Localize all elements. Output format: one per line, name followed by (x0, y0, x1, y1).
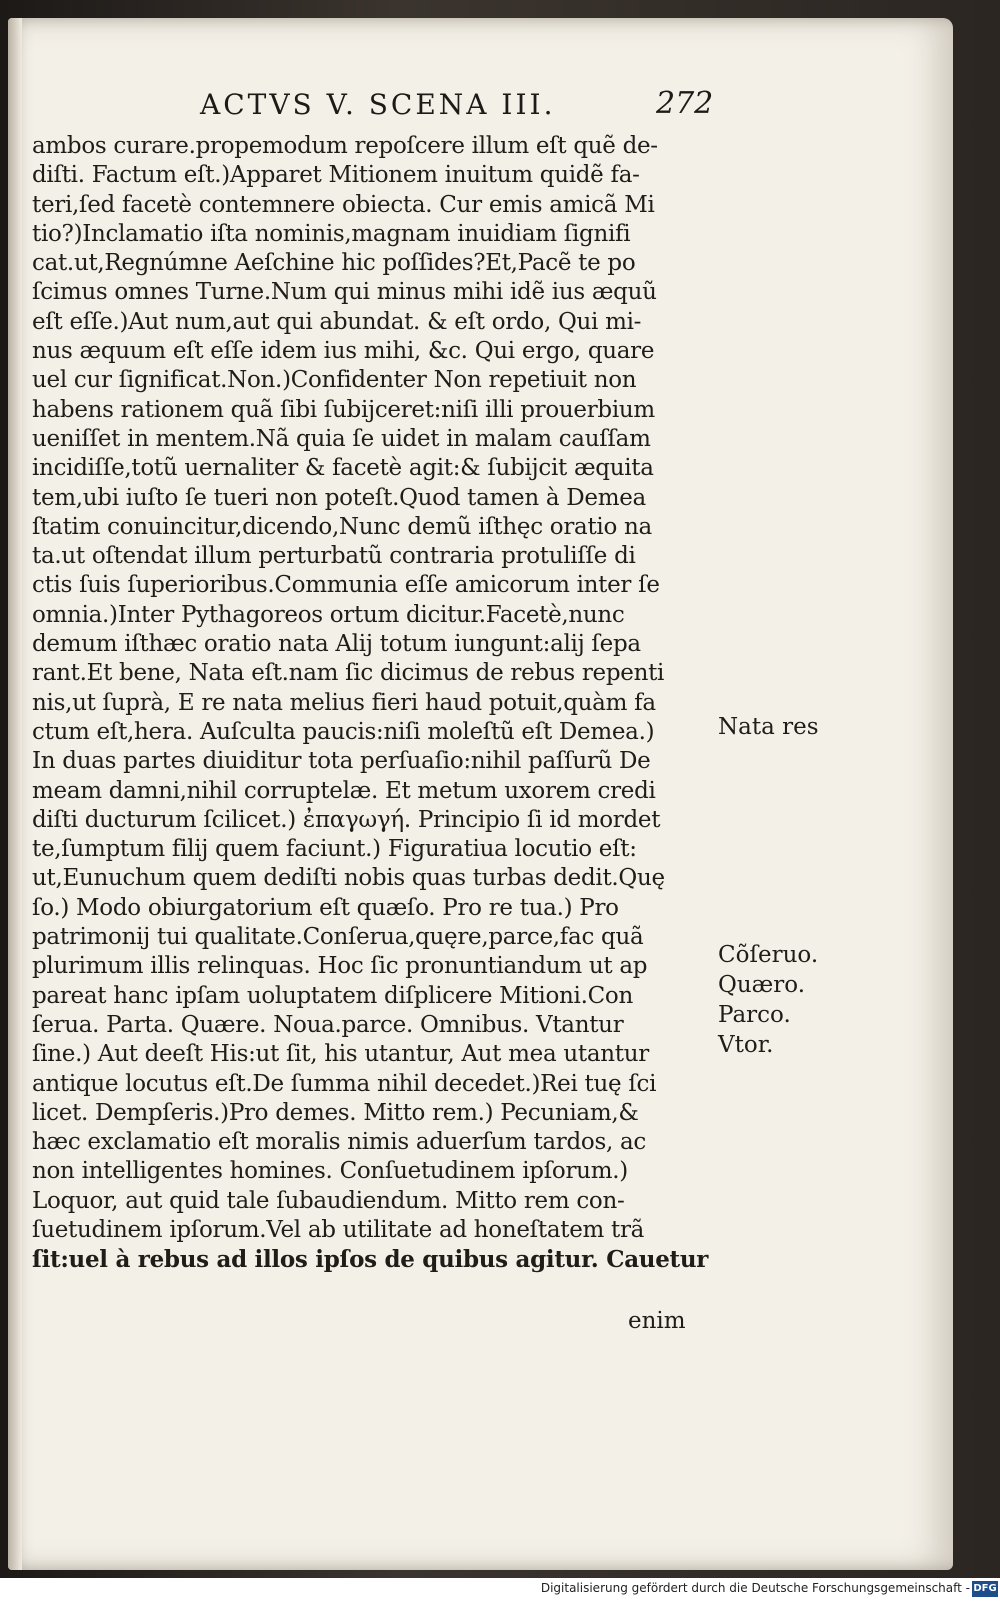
text-line: diſti. Factum eſt.)Apparet Mitionem inuitum quidẽ fa- (32, 162, 640, 189)
text-line: habens rationem quã ſibi ſubijceret:niſi illi prouerbium (32, 396, 655, 423)
text-line: ctum eſt,hera. Auſculta paucis:niſi moleſtũ eſt Demea.) (32, 718, 655, 745)
text-line: incidiſſe,totũ uernaliter & facetè agit:& ſubijcit æquita (32, 455, 654, 482)
text-line: antique locutus eſt.De ſumma nihil decedet.)Rei tuę ſci (32, 1070, 657, 1097)
text-line: patrimonij tui qualitate.Conſerua,quęre,parce,fac quã (32, 924, 644, 951)
running-head: ACTVS V. SCENA III. (200, 88, 556, 121)
text-line: uel cur ſignificat.Non.)Confidenter Non repetiuit non (32, 367, 637, 394)
text-line: licet. Dempſeris.)Pro demes. Mitto rem.) Pecuniam,& (32, 1099, 639, 1126)
text-line: demum iſthæc oratio nata Alij totum iungunt:alij ſepa (32, 631, 641, 658)
text-line: omnia.)Inter Pythagoreos ortum dicitur.Facetè,nunc (32, 601, 625, 628)
text-line: ambos curare.propemodum repoſcere illum eſt quẽ de- (32, 133, 658, 159)
text-line: pareat hanc ipſam uoluptatem diſplicere Mitioni.Con (32, 982, 633, 1009)
text-line: non intelligentes homines. Conſuetudinem ipſorum.) (32, 1158, 628, 1185)
footer-bar (0, 1578, 1000, 1601)
catchword: enim (628, 1308, 686, 1334)
text-line: ctis ſuis ſuperioribus.Communia eſſe amicorum inter ſe (32, 572, 660, 599)
text-line: nis,ut ſuprà, E re nata melius fieri haud potuit,quàm fa (32, 689, 656, 716)
text-line: cat.ut,Regnúmne Aeſchine hic poſſides?Et,Pacẽ te po (32, 250, 636, 277)
text-line: tio?)Inclamatio iſta nominis,magnam inuidiam ſignifi (32, 220, 631, 247)
text-line: meam damni,nihil corruptelæ. Et metum uxorem credi (32, 777, 656, 804)
page-gutter-edge (8, 18, 22, 1570)
text-line: ſtatim conuincitur,dicendo,Nunc demũ iſthęc oratio na (32, 513, 652, 540)
text-line: ueniſſet in mentem.Nã quia ſe uidet in malam cauſſam (32, 425, 651, 452)
text-line: tem,ubi iuſto ſe tueri non poteſt.Quod tamen à Demea (32, 484, 646, 511)
text-line: ſerua. Parta. Quære. Noua.parce. Omnibus. Vtantur (32, 1011, 624, 1038)
text-line: te,ſumptum filij quem faciunt.) Figuratiua locutio eſt: (32, 836, 637, 863)
text-line: ſuetudinem ipſorum.Vel ab utilitate ad honeſtatem trã (32, 1216, 645, 1243)
margin-note-quaero: Quæro. (718, 972, 806, 998)
text-line: In duas partes diuiditur tota perſuaſio:nihil paſſurũ De (32, 748, 651, 775)
margin-note-vtor: Vtor. (718, 1032, 774, 1058)
text-line: ſit:uel à rebus ad illos ipſos de quibus agitur. Cauetur (32, 1246, 709, 1274)
text-line: eſt eſſe.)Aut num,aut qui abundat. & eſt ordo, Qui mi- (32, 308, 642, 335)
text-line: teri,ſed facetè contemnere obiecta. Cur emis amicã Mi (32, 191, 655, 218)
body-text (32, 132, 727, 1275)
text-line: Loquor, aut quid tale ſubaudiendum. Mitto rem con- (32, 1187, 625, 1214)
text-line: rant.Et bene, Nata eſt.nam ſic dicimus de rebus repenti (32, 660, 665, 687)
text-line: hæc exclamatio eſt moralis nimis aduerſum tardos, ac (32, 1129, 646, 1156)
text-line: ſo.) Modo obiurgatorium eſt quæſo. Pro re tua.) Pro (32, 894, 619, 921)
text-line: nus æquum eſt eſſe idem ius mihi, &c. Qui ergo, quare (32, 338, 655, 365)
text-line: ſcimus omnes Turne.Num qui minus mihi idẽ ius æquũ (32, 279, 657, 306)
text-line: ſine.) Aut deeſt His:ut ſit, his utantur, Aut mea utantur (32, 1041, 649, 1068)
funding-credit: Digitalisierung gefördert durch die Deutsche Forschungsgemeinschaft - (540, 1581, 970, 1595)
dfg-logo-icon: DFG (972, 1581, 998, 1597)
margin-note-nata-res: Nata res (718, 714, 819, 740)
margin-note-conseruo: Cõſeruo. (718, 942, 819, 968)
text-line: ta.ut oſtendat illum perturbatũ contraria protuliſſe di (32, 543, 636, 570)
page-number: 272 (656, 86, 714, 121)
text-line: plurimum illis relinquas. Hoc ſic pronuntiandum ut ap (32, 953, 648, 980)
text-line: diſti ducturum ſcilicet.) ἐπαγωγή. Principio ſi id mordet (32, 806, 661, 833)
text-line: ut,Eunuchum quem dediſti nobis quas turbas dedit.Quę (32, 865, 665, 892)
margin-note-parco: Parco. (718, 1002, 791, 1028)
